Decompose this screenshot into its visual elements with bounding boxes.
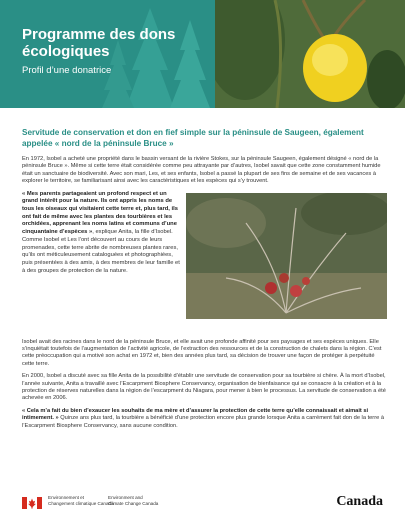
quote-continuation: , explique Anita, la fille d’Isobel. Comme Isobel et Les l’ont découvert au cours de leurs promenades, cette terre abrite de nombreuses plantes rares, qu’ils ont méticuleusement cataloguées et photographiées, puis présentées à des amis, à des membres de leur famille et à des groupes de protection de la nature.: [22, 229, 180, 274]
paragraph-concern: Isobel avait des racines dans le nord de la péninsule Bruce, et elle avait une profonde affinité pour ses paysages et ses espèces uniques. Elle s’inquiétait toutefois de l’augmentation de l’activité agricole, de l’extraction des ressources et de la construction de chalets dans la région. C’est cette préoccupation qui a motivé son achat en 1972 et, bien des années plus tard, sa décision de trouver une façon de protéger à perpétuité cette terre.: [22, 338, 382, 367]
article-headline: Servitude de conservation et don en fief simple sur la péninsule de Saugeen, également appelée « nord de la péninsule Bruce »: [22, 128, 364, 148]
quote-paragraph: [22, 191, 180, 276]
paragraph-intro: En 1972, Isobel a acheté une propriété dans le bassin versant de la rivière Stokes, sur la péninsule Saugeen, également désigné « nord de la péninsule Bruce ». Même si cette terre était considérée comme peu attrayante par d’autres, Isobel savait que cette zone constamment humide était un sanctuaire de biodiversité. Avec son mari, Les, et ses enfants, Isobel a passé la plupart de ses fins de semaine et de ses vacances à explorer le territoire, se familiarisant ainsi avec les caractéristiques et les espèces qui s’y trouvent.: [22, 156, 381, 185]
department-en-line2: Climate Change Canada: [108, 500, 159, 506]
department-en-line1: Environment and: [108, 495, 143, 500]
quote2-continuation: Quinze ans plus tard, la tourbière a bénéficié d’une protection encore plus grande lorsque Anita a carrément fait don de la terre à l’Escarpment Biosphere Conservancy, sans aucune condition.: [22, 415, 385, 429]
quote-text: « Mes parents partageaient un profond respect et un grand intérêt pour la nature. Ils ont appris les noms de tous les oiseaux qui visitaient cette terre et, plus tard, ils ont fait de même avec les plantes des tourbières et les orchidées, apprenant les noms latins et communs d’une cinquantaine d’espèces »: [22, 190, 178, 236]
sundew-plant-photo: [186, 193, 387, 319]
orchid-photo: [215, 0, 405, 108]
quote-and-photo-row: [22, 191, 387, 339]
header-banner: [0, 0, 405, 108]
canada-wordmark: Canada: [336, 494, 383, 509]
department-name-fr: [48, 495, 114, 506]
page-subtitle: Profil d’une donatrice: [22, 65, 112, 76]
quote2-text: « Cela m’a fait du bien d’exaucer les souhaits de ma mère et d’assurer la protection de cette terre qu’elle connaissait et aimait si intimement. »: [22, 407, 369, 422]
footer: [0, 488, 405, 523]
quote-column: [22, 191, 180, 276]
article-body: [22, 128, 387, 430]
sundew-plant-image: [186, 193, 387, 319]
department-fr-line1: Environnement et: [48, 495, 85, 500]
department-name-en: [108, 495, 158, 506]
department-fr-line2: Changement climatique Canada: [48, 500, 114, 506]
paragraph-donation: [22, 408, 387, 430]
paragraph-servitude: En 2000, Isobel a discuté avec sa fille Anita de la possibilité d’établir une servitude de conservation pour sa tourbière si chère. À la mort d’Isobel, l’année suivante, Anita a travaillé avec l’Escarpment Biosphere Conservancy, organisation de bienfaisance qui se consacre à la création et à la protection de réserves naturelles dans la région de l’escarpment du Niagara, pour mener à bien le processus. La servitude de conservation a été achevée en 2006.: [22, 373, 386, 402]
lady-slipper-orchid-image: [215, 0, 405, 108]
page-title: Programme des dons écologiques: [22, 26, 176, 60]
canada-flag-icon: [22, 497, 42, 509]
